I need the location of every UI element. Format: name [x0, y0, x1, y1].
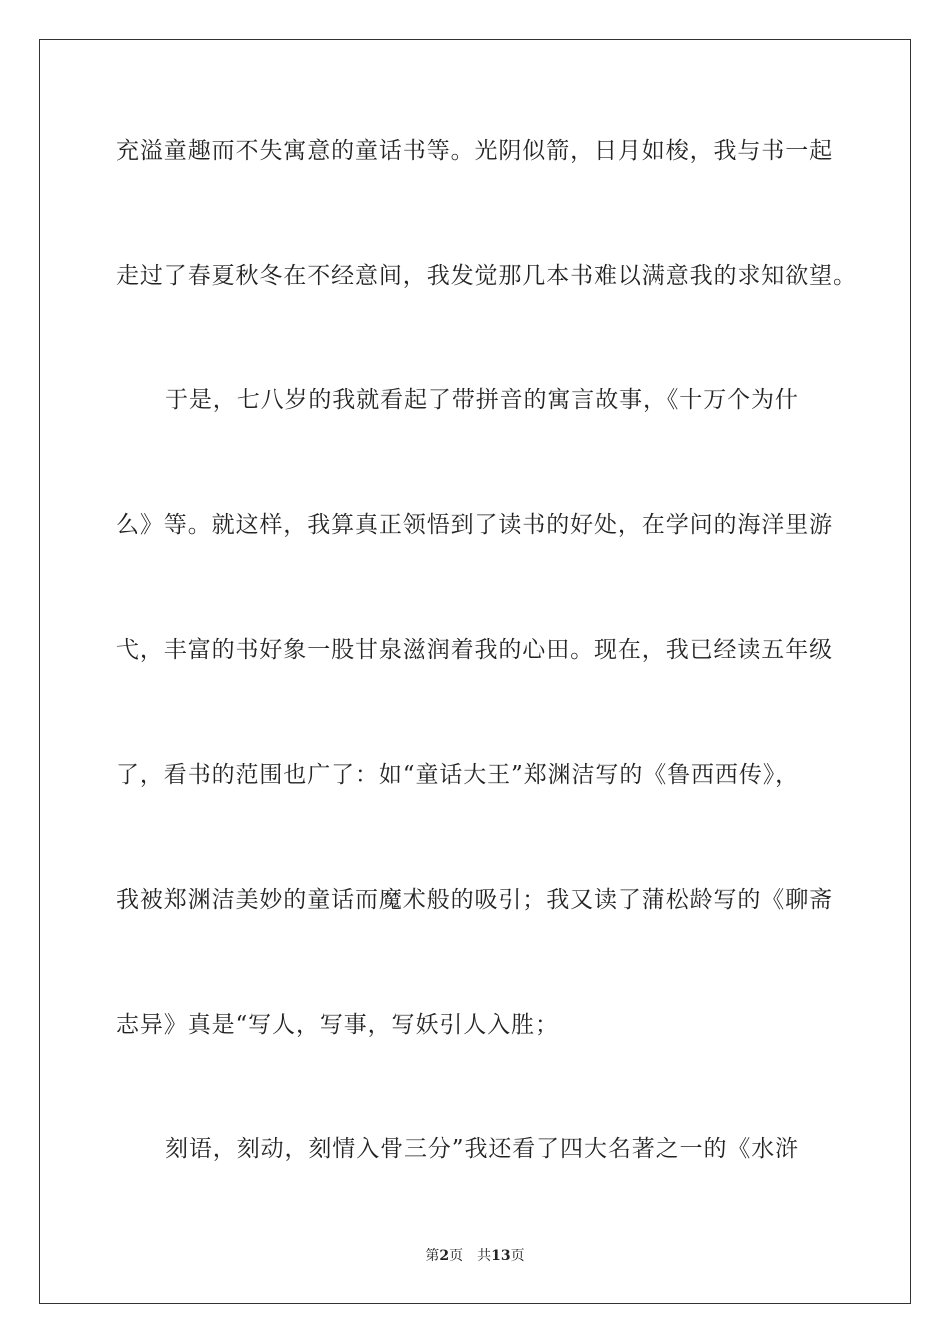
body-line-6: 了，看书的范围也广了：如“童话大王”郑渊洁写的《鲁西西传》，: [116, 762, 800, 788]
page-border: [39, 39, 911, 1304]
body-line-7: 我被郑渊洁美妙的童话而魔术般的吸引；我又读了蒲松龄写的《聊斋: [116, 887, 833, 913]
body-line-3: 于是，七八岁的我就看起了带拼音的寓言故事，《十万个为什: [165, 387, 799, 413]
body-line-9: 刻语，刻动，刻情入骨三分”我还看了四大名著之一的《水浒: [165, 1136, 800, 1162]
page-prefix: 第: [425, 1248, 440, 1264]
total-pages: 13: [491, 1248, 511, 1264]
total-prefix: 共: [477, 1248, 492, 1264]
body-line-5: 弋，丰富的书好象一股甘泉滋润着我的心田。现在，我已经读五年级: [116, 637, 833, 663]
total-suffix: 页: [510, 1248, 525, 1264]
body-line-2: 走过了春夏秋冬在不经意间，我发觉那几本书难以满意我的求知欲望。: [116, 263, 857, 289]
body-line-4: 么》等。就这样，我算真正领悟到了读书的好处，在学问的海洋里游: [116, 512, 833, 538]
body-line-8: 志异》真是“写人，写事，写妖引人入胜；: [116, 1012, 559, 1038]
body-line-1: 充溢童趣而不失寓意的童话书等。光阴似箭，日月如梭，我与书一起: [116, 138, 833, 164]
page-suffix: 页: [449, 1248, 464, 1264]
page-number: 2: [439, 1248, 450, 1264]
page-footer: [0, 1246, 950, 1266]
